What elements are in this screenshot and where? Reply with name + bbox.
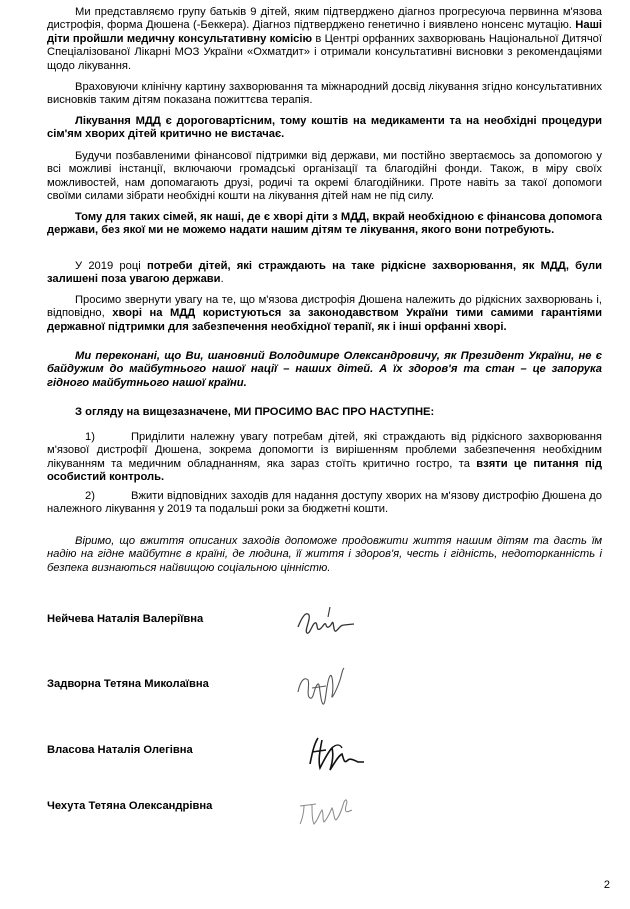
intro-text-end: в Центрі орфанних захворювань Національної Дитячої Спеціалізованої Лікарні МОЗ України «Охматдит» і отримали консультативні висновки з рекомендаціями щодо лікування. [47, 32, 602, 72]
signer-name-2: Задворна Тетяна Миколаївна [47, 678, 209, 690]
paragraph-costly-treatment: Лікування МДД є дороговартісним, тому коштів на медикаменти та на необхідні процедури сім'ям хворих дітей критично не вистачає. [47, 115, 602, 141]
paragraph-president: Ми переконані, що Ви, шановний Володимире Олександровичу, як Президент України, не є байдужим до майбутнього нашої нації – наших дітей. А їх здоров'я та стан – це запорука гідного майбутнього нашої країни. [47, 350, 602, 389]
paragraph-rare-disease: Просимо звернути увагу на те, що м'язова дистрофія Дюшена належить до рідкісних захворювань і, відповідно, хворі на МДД користуються за законодавством України тими самими гарантіями державної підтримки для забезпечення необхідної терапії, як і інші орфанні хворі. [47, 294, 602, 333]
signature-3 [300, 730, 380, 776]
paragraph-closing: Віримо, що вжиття описаних заходів допоможе продовжити життя нашим дітям та дасть їм надію на гідне майбутнє в країні, де людина, її життя і здоров'я, честь і гідність, недоторканність і безпека визнаються найвищою соціальною цінністю. [47, 535, 602, 574]
paragraph-state-help: Тому для таких сімей, як наші, де є хворі діти з МДД, вкрай необхідною є фінансова допомога держави, без якої ми не можемо надати нашим дітям те лікування, якого вони потребують. [47, 211, 602, 237]
paragraph-no-support: Будучи позбавленими фінансової підтримки від держави, ми постійно звертаємось за допомогою у всі можливі інстанції, включаючи громадські організації та благодійні фонди. Також, в міру своїх можливостей, нам допомагають друзі, родичі та окремі благодійники. Проте навіть за такої допомоги своїми силами зібрати необхідні кошти на лікування дітей нам не під силу. [47, 150, 602, 203]
paragraph-therapy: Враховуючи клінічну картину захворювання та міжнародний досвід лікування згідно консультативних висновків таким дітям показана пожиттєва терапія. [47, 81, 602, 107]
intro-bold-text: Наші діти пройшли медичну консультативну комісію [47, 19, 602, 45]
signer-name-4: Чехута Тетяна Олександрівна [47, 800, 213, 812]
page-number: 2 [603, 879, 610, 891]
request-item-2: 2) Вжити відповідних заходів для надання доступу хворих на м'язову дистрофію Дюшена до належного лікування у 2019 та подальші роки за бюджетні кошти. [47, 490, 602, 516]
item-number: 2) [85, 490, 95, 502]
signature-1 [292, 603, 382, 639]
intro-text: Ми представляємо групу батьків 9 дітей, яким підтверджено діагноз прогресуюча первинна м'язова дистрофія, форма Дюшена (-Беккера). Діагноз підтверджено генетично і виявлено нонсенс мутацію. [47, 6, 602, 32]
paragraph-intro [47, 6, 602, 73]
signature-2 [290, 662, 360, 710]
item-number: 1) [85, 431, 95, 443]
signer-name-3: Власова Наталія Олегівна [47, 744, 193, 756]
paragraph-request-heading: З огляду на вищезазначене, МИ ПРОСИМО ВАС ПРО НАСТУПНЕ: [75, 406, 435, 418]
request-item-1: 1) Приділити належну увагу потребам дітей, які страждають від рідкісного захворювання м'язової дистрофії Дюшена, зокрема допомогти із вирішенням проблеми забезпечення необхідним лікуванням та медичним обладнанням, яка зараз стоїть критично гостро, та взяти це питання під особистий контроль. [47, 431, 602, 484]
signature-4 [292, 790, 372, 832]
paragraph-2019: У 2019 році потреби дітей, які страждають на таке рідкісне захворювання, як МДД, були залишені поза увагою держави. [47, 260, 602, 286]
signer-name-1: Нейчева Наталія Валеріївна [47, 613, 204, 625]
